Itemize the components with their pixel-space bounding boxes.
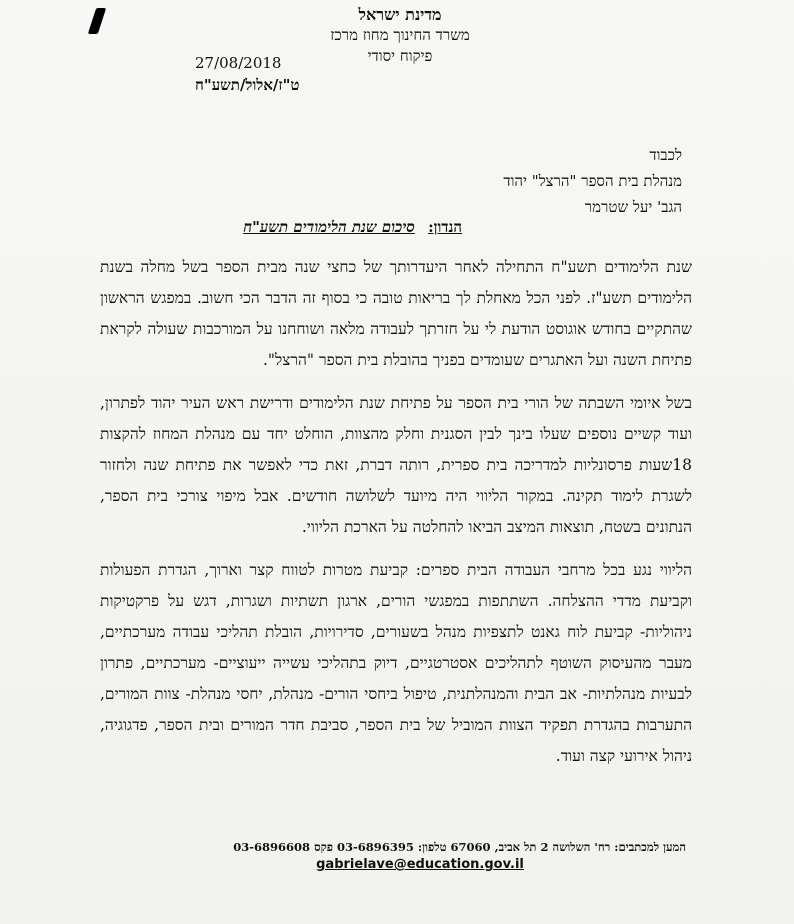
paragraph-3: הליווי נגע בכל מרחבי העבודה הבית ספרים: קביעת מטרות לטווח קצר וארוך, הגדרת הפעולות וקביעת מדדי ההצלחה. השתתפות במפגשי הורים, ארגון תשתיות ושגרות, דגש על פרקטיקות ניהוליות- קביעת לוח גאנט לתצפיות מנהל בשעורים, סדירויות, הובלת תהליכי עבודה מערכתיים, מעבר מהעיסוק השוטף לתהליכים אסטרטגיים, דיוק בתהליכי עשייה ייעוציים- מערכתיים, פתרון לבעיות מנהלתיות- אב הבית והמנהלתנית, טיפול ביחסי הורים- מנהלת, יחסי מנהלת- צוות המורים, התערבות בהגדרת תפקיד הצוות המוביל של בית הספר, סביבת חדר המורים ובית הספר, פדגוגיה, ניהול אירועי קצה ועוד. xyxy=(100,561,692,765)
recipient-block xyxy=(302,142,682,220)
subject-prefix: הנדון: xyxy=(428,218,462,236)
paragraph-1: שנת הלימודים תשע"ח התחילה לאחר היעדרותך של כחצי שנה מבית הספר בשל מחלה בשנת הלימודים תשע"ז. לפני הכל מאחלת לך בריאות טובה כי בסוף זה הדבר הכי חשוב. במפגש הראשון שהתקיים בחודש אוגוסט הודעת לי על חזרתך לעבודה מלאה ושוחחנו על המורכבות שעולה לקראת פתיחת השנה ועל האתגרים שעומדים בפניך בהובלת בית הספר "הרצל". xyxy=(100,258,692,369)
state-name: מדינת ישראל xyxy=(358,5,442,24)
subject-line xyxy=(243,218,462,237)
recipient-name: הגב' יעל שטרמר xyxy=(584,198,682,216)
footer-address: המען למכתבים: רח' השלושה 2 תל אביב, 67060 טלפון: 03-6896395 פקס 03-6896608 xyxy=(233,840,686,854)
hebrew-date: ט"ז/אלול/תשע"ח xyxy=(195,76,300,94)
letterhead xyxy=(300,4,500,67)
gregorian-date: 27/08/2018 xyxy=(195,54,282,72)
handwritten-mark xyxy=(88,8,106,34)
recipient-salutation: לכבוד xyxy=(649,146,682,164)
ministry-name: משרד החינוך מחוז מרכז xyxy=(330,26,470,44)
recipient-role: מנהלת בית הספר "הרצל" יהוד xyxy=(503,172,682,190)
date-block xyxy=(195,52,299,96)
paragraph-2: בשל איומי השבתה של הורי בית הספר על פתיחת שנת הלימודים ודרישת ראש העיר יהוד לפתרון, ועוד קשיים נוספים שעלו בינך לבין הסגנית וחלק מהצוות, הוחלט יחד עם מנהלת המחוז להקצות 18שעות פרסונליות למדריכה בית ספרית, רותה דברת, זאת כדי לאפשר את פתיחת שנה ולחזור לשגרת לימוד תקינה. במקור הליווי היה מיועד לשלושה חודשים. אבל מיפוי צורכי בית הספר, הנתונים בשטח, תוצאות המיצב הביאו להחלטה על הארכת הליווי. xyxy=(100,394,692,536)
letter-body xyxy=(100,252,692,784)
footer xyxy=(214,838,686,874)
footer-email[interactable]: gabrielave@education.gov.il xyxy=(316,857,524,872)
department-name: פיקוח יסודי xyxy=(367,47,433,65)
subject-text: סיכום שנת הלימודים תשע"ח xyxy=(243,218,415,236)
